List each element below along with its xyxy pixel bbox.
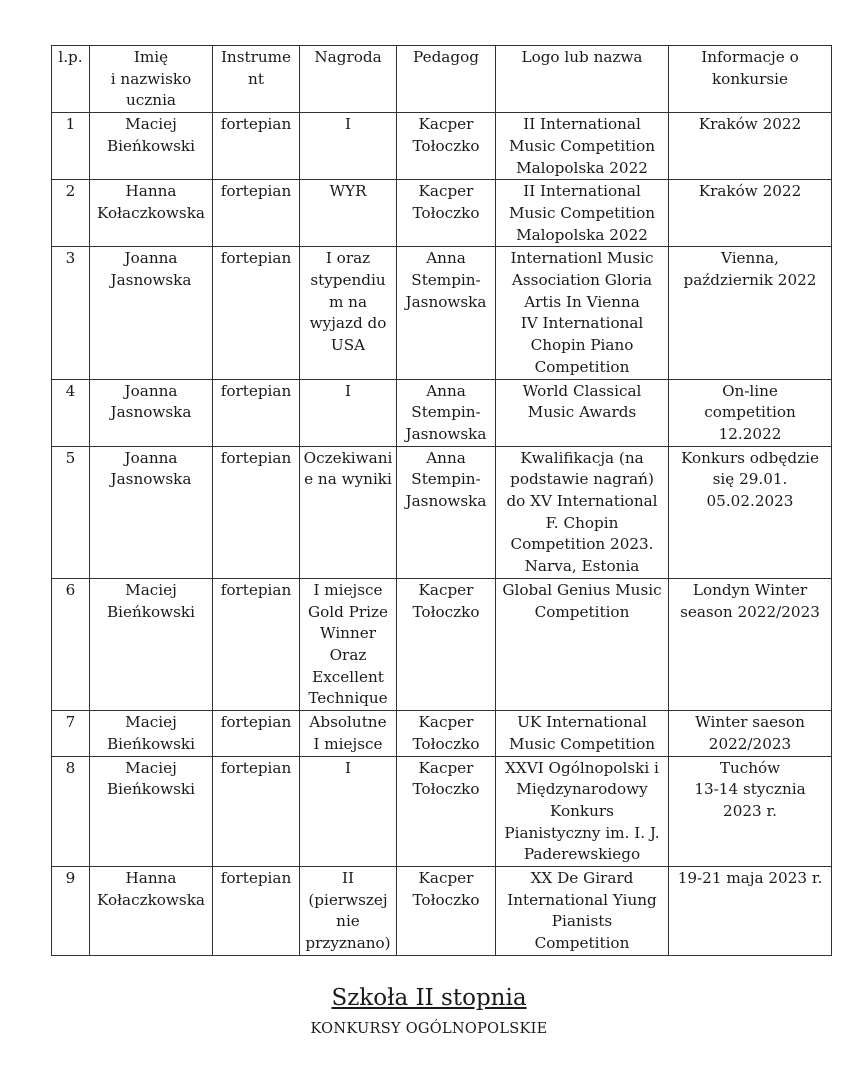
cell-competition-info: Vienna, październik 2022 <box>669 247 832 379</box>
cell-student-name: Maciej Bieńkowski <box>90 113 213 180</box>
cell-instrument: fortepian <box>213 113 300 180</box>
cell-award: II (pierwszej nie przyznano) <box>300 867 397 956</box>
cell-competition-name: Global Genius Music Competition <box>496 578 669 710</box>
cell-teacher: Kacper Tołoczko <box>397 711 496 756</box>
header-competition-info: Informacje o konkursie <box>669 46 832 113</box>
cell-competition-info: Londyn Winter season 2022/2023 <box>669 578 832 710</box>
cell-competition-name: Internationl Music Association Gloria Artis In Vienna IV International Chopin Piano Competition <box>496 247 669 379</box>
cell-instrument: fortepian <box>213 756 300 867</box>
cell-student-name: Hanna Kołaczkowska <box>90 180 213 247</box>
cell-award: I oraz stypendiu m na wyjazd do USA <box>300 247 397 379</box>
header-teacher: Pedagog <box>397 46 496 113</box>
table-header-row <box>52 46 832 113</box>
cell-award: WYR <box>300 180 397 247</box>
awards-table <box>51 45 832 956</box>
cell-instrument: fortepian <box>213 247 300 379</box>
cell-competition-info: On-line competition 12.2022 <box>669 379 832 446</box>
table-row <box>52 379 832 446</box>
cell-teacher: Anna Stempin- Jasnowska <box>397 446 496 578</box>
cell-award: Oczekiwani e na wyniki <box>300 446 397 578</box>
cell-competition-name: Kwalifikacja (na podstawie nagrań) do XV International F. Chopin Competition 2023. Narva, Estonia <box>496 446 669 578</box>
cell-instrument: fortepian <box>213 578 300 710</box>
table-row <box>52 247 832 379</box>
header-student-name: Imię i nazwisko ucznia <box>90 46 213 113</box>
cell-competition-info: Kraków 2022 <box>669 180 832 247</box>
table-row <box>52 711 832 756</box>
cell-lp: 6 <box>52 578 90 710</box>
header-lp: l.p. <box>52 46 90 113</box>
cell-student-name: Maciej Bieńkowski <box>90 756 213 867</box>
cell-instrument: fortepian <box>213 446 300 578</box>
cell-instrument: fortepian <box>213 867 300 956</box>
cell-teacher: Kacper Tołoczko <box>397 113 496 180</box>
cell-student-name: Maciej Bieńkowski <box>90 578 213 710</box>
cell-award: I <box>300 379 397 446</box>
cell-lp: 2 <box>52 180 90 247</box>
cell-teacher: Anna Stempin- Jasnowska <box>397 379 496 446</box>
cell-award: I miejsce Gold Prize Winner Oraz Excellent Technique <box>300 578 397 710</box>
table-row <box>52 180 832 247</box>
cell-lp: 1 <box>52 113 90 180</box>
cell-student-name: Joanna Jasnowska <box>90 379 213 446</box>
cell-competition-name: World Classical Music Awards <box>496 379 669 446</box>
cell-award: I <box>300 756 397 867</box>
cell-competition-name: UK International Music Competition <box>496 711 669 756</box>
cell-competition-info: Winter saeson 2022/2023 <box>669 711 832 756</box>
cell-teacher: Anna Stempin- Jasnowska <box>397 247 496 379</box>
cell-student-name: Hanna Kołaczkowska <box>90 867 213 956</box>
table-row <box>52 578 832 710</box>
section-subtitle: KONKURSY OGÓLNOPOLSKIE <box>310 1021 548 1037</box>
table-row <box>52 867 832 956</box>
cell-award: I <box>300 113 397 180</box>
cell-lp: 3 <box>52 247 90 379</box>
cell-award: Absolutne I miejsce <box>300 711 397 756</box>
cell-lp: 4 <box>52 379 90 446</box>
cell-lp: 8 <box>52 756 90 867</box>
cell-competition-name: II International Music Competition Malopolska 2022 <box>496 113 669 180</box>
header-competition-name: Logo lub nazwa <box>496 46 669 113</box>
cell-competition-name: XXVI Ogólnopolski i Międzynarodowy Konkurs Pianistyczny im. I. J. Paderewskiego <box>496 756 669 867</box>
cell-lp: 7 <box>52 711 90 756</box>
table-row <box>52 756 832 867</box>
cell-competition-info: Kraków 2022 <box>669 113 832 180</box>
cell-teacher: Kacper Tołoczko <box>397 867 496 956</box>
cell-competition-info: 19-21 maja 2023 r. <box>669 867 832 956</box>
cell-teacher: Kacper Tołoczko <box>397 180 496 247</box>
cell-competition-info: Tuchów 13-14 stycznia 2023 r. <box>669 756 832 867</box>
cell-competition-info: Konkurs odbędzie się 29.01. 05.02.2023 <box>669 446 832 578</box>
cell-instrument: fortepian <box>213 711 300 756</box>
section-title: Szkoła II stopnia <box>331 985 527 1011</box>
cell-teacher: Kacper Tołoczko <box>397 578 496 710</box>
cell-student-name: Maciej Bieńkowski <box>90 711 213 756</box>
cell-competition-name: XX De Girard International Yiung Pianists Competition <box>496 867 669 956</box>
cell-lp: 9 <box>52 867 90 956</box>
cell-competition-name: II International Music Competition Malopolska 2022 <box>496 180 669 247</box>
cell-teacher: Kacper Tołoczko <box>397 756 496 867</box>
cell-instrument: fortepian <box>213 180 300 247</box>
table-row <box>52 113 832 180</box>
cell-lp: 5 <box>52 446 90 578</box>
header-award: Nagroda <box>300 46 397 113</box>
header-instrument: Instrume nt <box>213 46 300 113</box>
cell-instrument: fortepian <box>213 379 300 446</box>
table-row <box>52 446 832 578</box>
cell-student-name: Joanna Jasnowska <box>90 446 213 578</box>
cell-student-name: Joanna Jasnowska <box>90 247 213 379</box>
